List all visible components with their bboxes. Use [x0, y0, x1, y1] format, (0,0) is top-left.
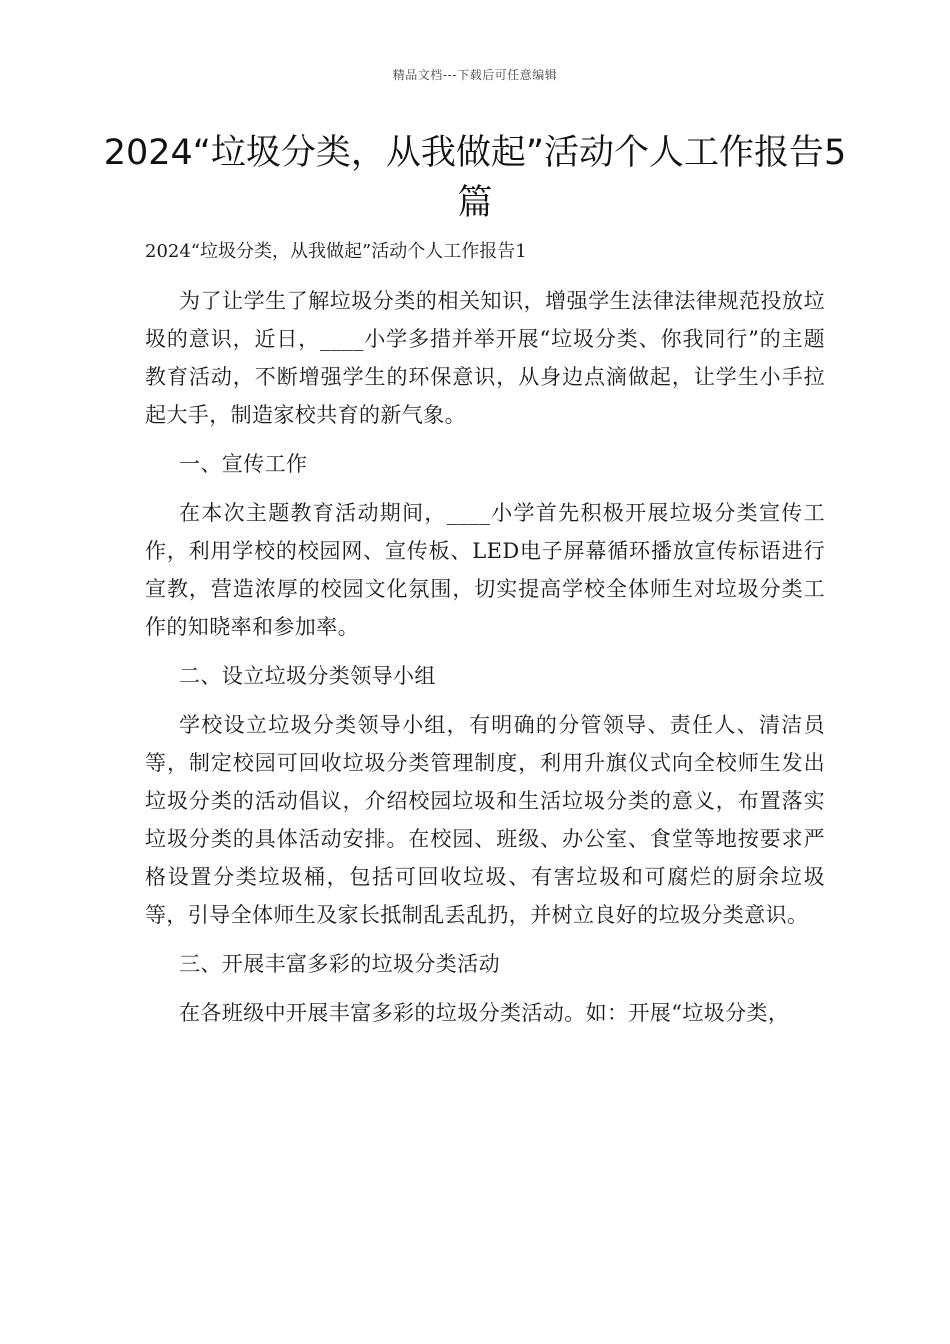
section-heading-leadership-group: 二、设立垃圾分类领导小组	[179, 664, 436, 688]
paragraph-activities: 在各班级中开展丰富多彩的垃圾分类活动。如：开展“垃圾分类，	[179, 1001, 790, 1025]
paragraph-leadership-group: 学校设立垃圾分类领导小组，有明确的分管领导、责任人、清洁员等，制定校园可回收垃圾分类管理制度，利用升旗仪式向全校师生发出垃圾分类的活动倡议，介绍校园垃圾和生活垃圾分类的意义，布置落实垃圾分类的具体活动安排。在校园、班级、办公室、食堂等地按要求严格设置分类垃圾桶，包括可回收垃圾、有害垃圾和可腐烂的厨余垃圾等，引导全体师生及家长抵制乱丢乱扔，并树立良好的垃圾分类意识。	[145, 713, 825, 927]
document-subtitle: 2024“垃圾分类，从我做起”活动个人工作报告1	[145, 241, 527, 262]
page-header: 精品文档---下载后可任意编辑	[392, 68, 558, 82]
paragraph-publicity: 在本次主题教育活动期间，____小学首先积极开展垃圾分类宣传工作，利用学校的校园网、宣传板、LED电子屏幕循环播放宣传标语进行宣教，营造浓厚的校园文化氛围，切实提高学校全体师生对垃圾分类工作的知晓率和参加率。	[145, 501, 825, 639]
document-title: 2024“垃圾分类，从我做起”活动个人工作报告5篇	[103, 133, 847, 223]
paragraph-intro: 为了让学生了解垃圾分类的相关知识，增强学生法律法律规范投放垃圾的意识，近日，____小学多措并举开展“垃圾分类、你我同行”的主题教育活动，不断增强学生的环保意识，从身边点滴做起，让学生小手拉起大手，制造家校共育的新气象。	[145, 289, 825, 427]
section-heading-activities: 三、开展丰富多彩的垃圾分类活动	[179, 952, 500, 976]
section-heading-publicity: 一、宣传工作	[179, 452, 308, 476]
document-body	[145, 282, 825, 1043]
